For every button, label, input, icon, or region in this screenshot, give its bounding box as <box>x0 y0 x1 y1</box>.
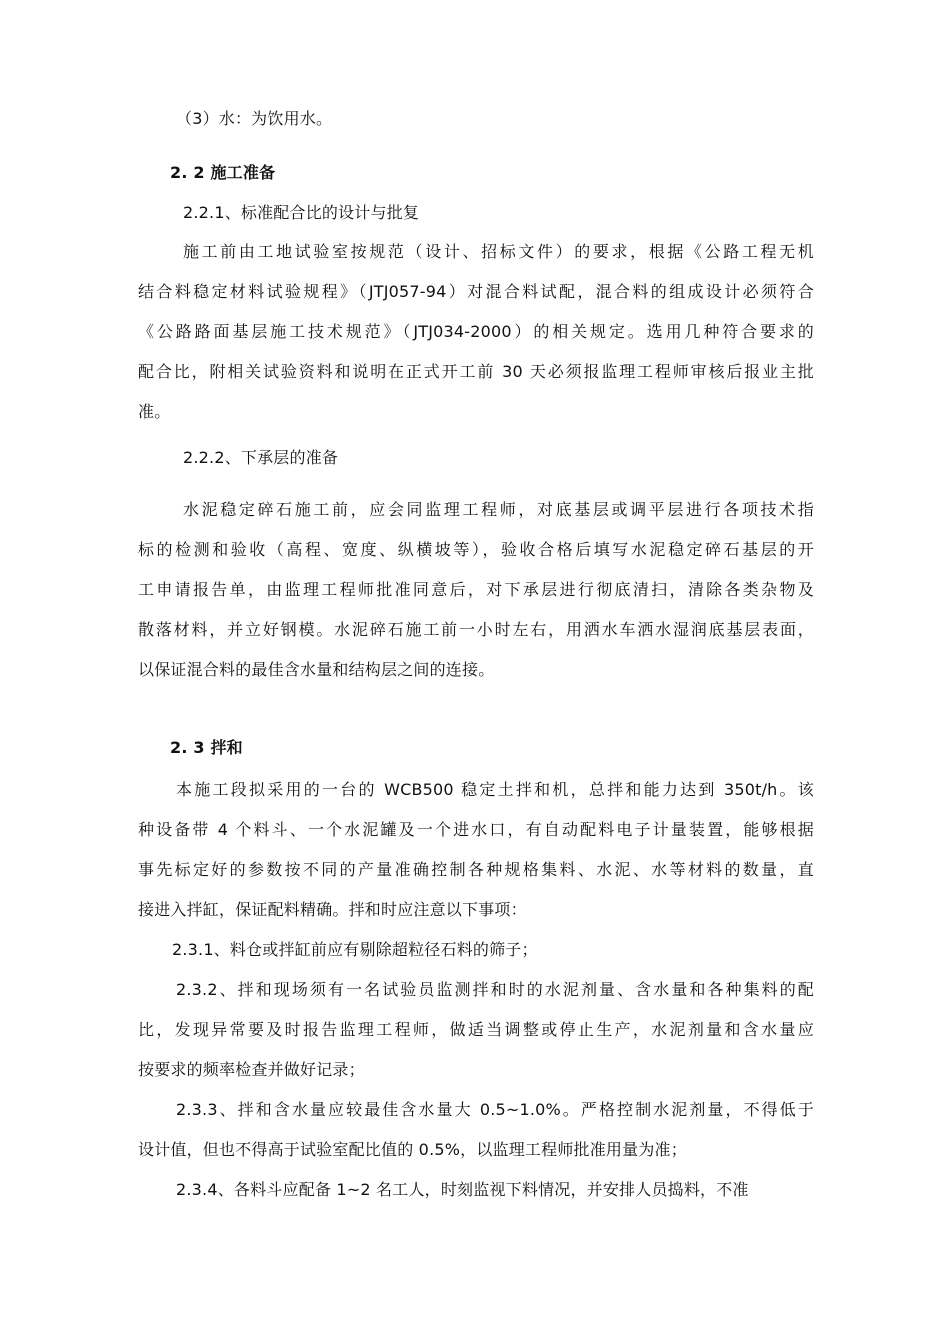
paragraph-line: 按要求的频率检查并做好记录； <box>138 1060 365 1079</box>
paragraph-line: 本施工段拟采用的一台的 WCB500 稳定土拌和机，总拌和能力达到 350t/h。该 <box>176 780 814 799</box>
paragraph-line: 散落材料，并立好钢模。水泥碎石施工前一小时左右，用洒水车洒水湿润底基层表面， <box>138 620 814 639</box>
paragraph-line: 标的检测和验收（高程、宽度、纵横坡等），验收合格后填写水泥稳定碎石基层的开 <box>138 540 814 559</box>
section-2-2-heading: 2. 2 施工准备 <box>170 163 276 182</box>
paragraph-line: 比，发现异常要及时报告监理工程师，做适当调整或停止生产，水泥剂量和含水量应 <box>138 1020 814 1039</box>
water-item: （3）水：为饮用水。 <box>176 109 333 128</box>
item-2-3-4: 2.3.4、各料斗应配备 1~2 名工人，时刻监视下料情况，并安排人员捣料，不准 <box>176 1180 749 1199</box>
paragraph-line: 水泥稳定碎石施工前，应会同监理工程师，对底基层或调平层进行各项技术指 <box>183 500 814 519</box>
paragraph-line: 结合料稳定材料试验规程》（JTJ057-94）对混合料试配，混合料的组成设计必须符合 <box>138 282 814 301</box>
paragraph-line: 种设备带 4 个料斗、一个水泥罐及一个进水口，有自动配料电子计量装置，能够根据 <box>138 820 814 839</box>
paragraph-line: 配合比，附相关试验资料和说明在正式开工前 30 天必须报监理工程师审核后报业主批 <box>138 362 814 381</box>
paragraph-line: 工申请报告单，由监理工程师批准同意后，对下承层进行彻底清扫，清除各类杂物及 <box>138 580 814 599</box>
item-2-3-1: 2.3.1、料仓或拌缸前应有剔除超粒径石料的筛子； <box>172 940 538 959</box>
paragraph-line: 准。 <box>138 402 171 421</box>
paragraph-line: 事先标定好的参数按不同的产量准确控制各种规格集料、水泥、水等材料的数量，直 <box>138 860 814 879</box>
paragraph-line: 施工前由工地试验室按规范（设计、招标文件）的要求，根据《公路工程无机 <box>183 242 814 261</box>
section-2-3-heading: 2. 3 拌和 <box>170 738 243 757</box>
subsection-2-2-2-title: 2.2.2、下承层的准备 <box>183 448 339 467</box>
paragraph-line: 2.3.2、拌和现场须有一名试验员监测拌和时的水泥剂量、含水量和各种集料的配 <box>176 980 814 999</box>
paragraph-line: 设计值，但也不得高于试验室配比值的 0.5%，以监理工程师批准用量为准； <box>138 1140 687 1159</box>
subsection-2-2-1-title: 2.2.1、标准配合比的设计与批复 <box>183 203 420 222</box>
paragraph-line: 2.3.3、拌和含水量应较最佳含水量大 0.5~1.0%。严格控制水泥剂量，不得低于 <box>176 1100 814 1119</box>
paragraph-line: 以保证混合料的最佳含水量和结构层之间的连接。 <box>138 660 495 679</box>
paragraph-line: 《公路路面基层施工技术规范》（JTJ034-2000）的相关规定。选用几种符合要求的 <box>138 322 814 341</box>
paragraph-line: 接进入拌缸，保证配料精确。拌和时应注意以下事项： <box>138 900 527 919</box>
